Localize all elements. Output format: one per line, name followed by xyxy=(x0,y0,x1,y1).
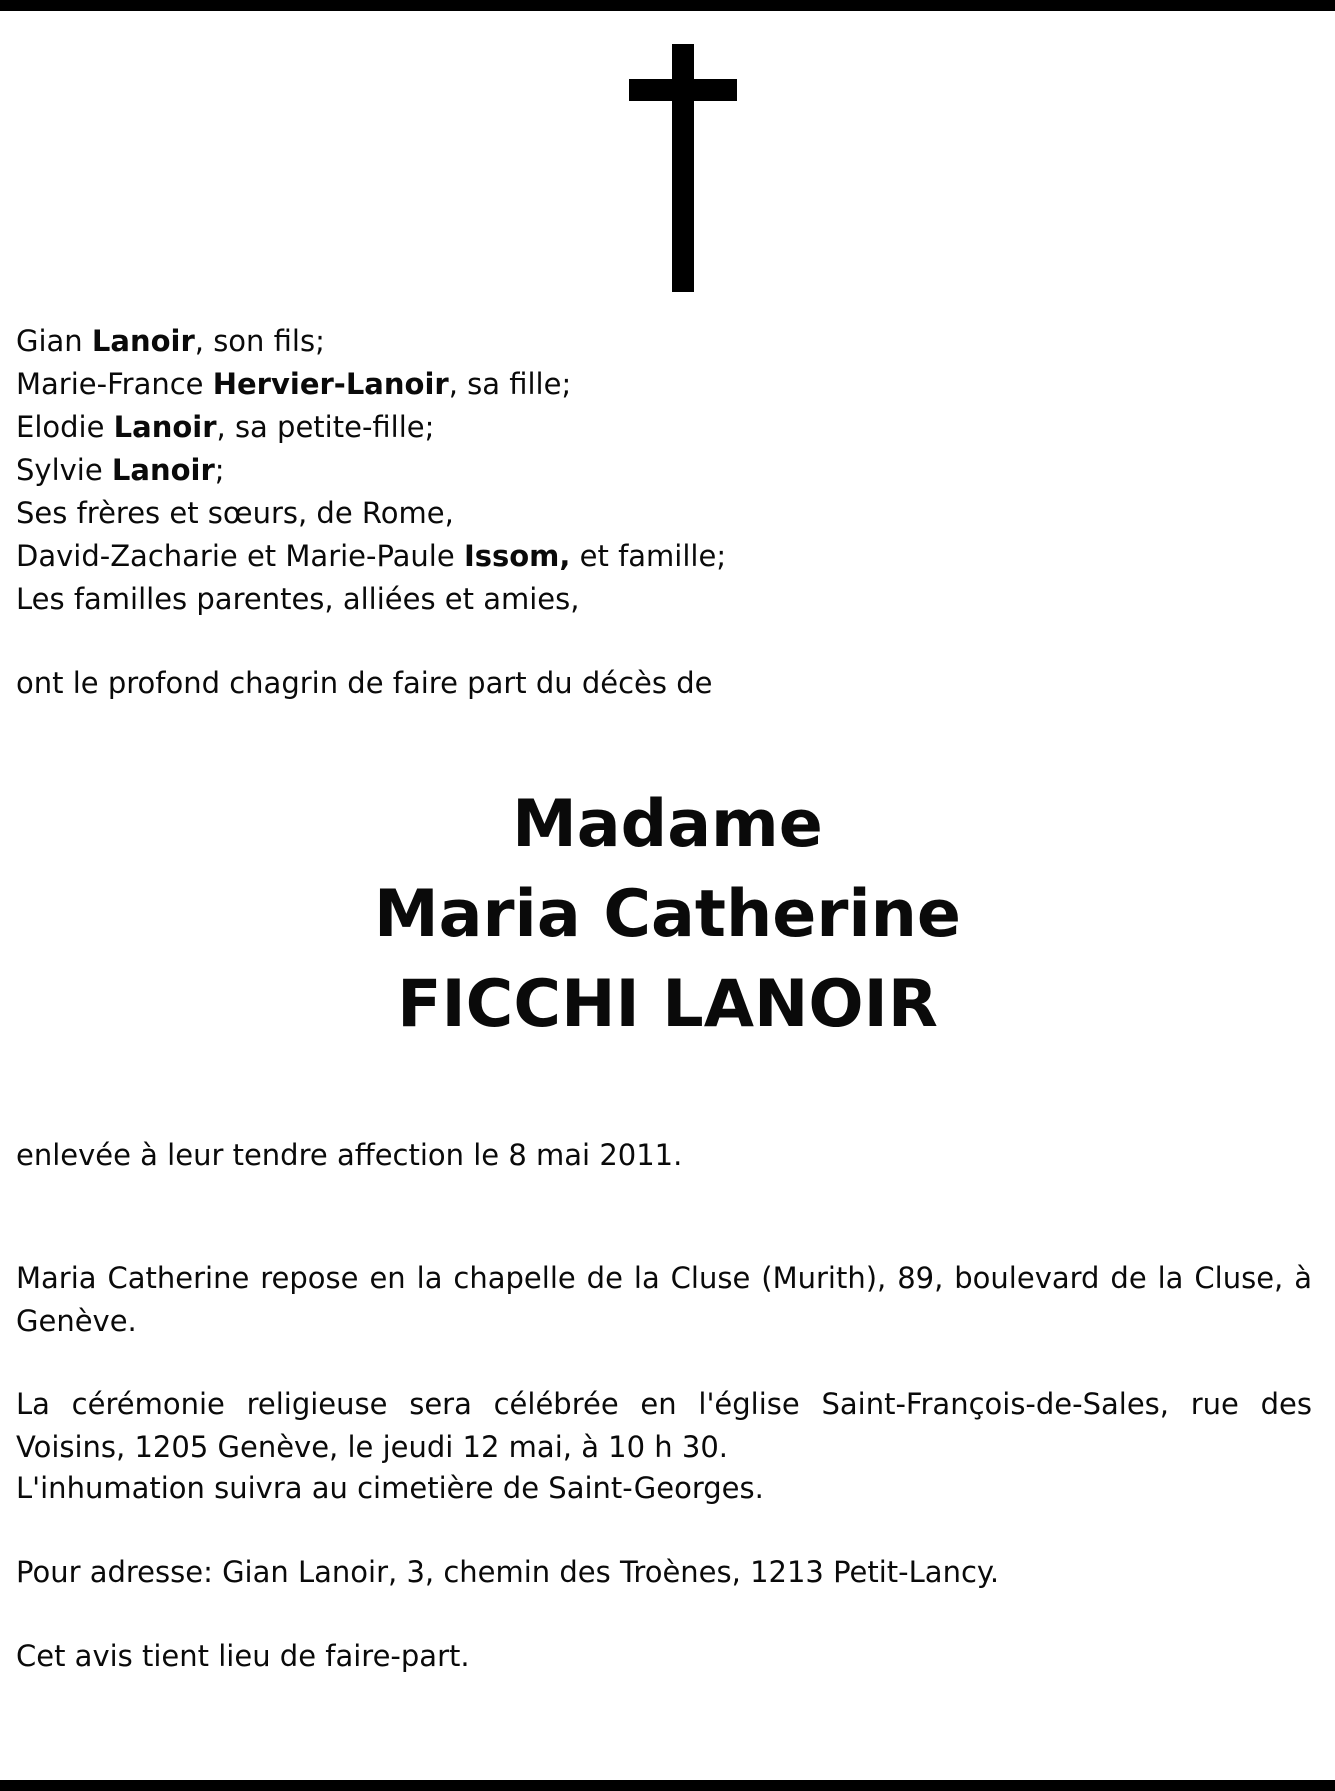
repose-paragraph: Maria Catherine repose en la chapelle de la Cluse (Murith), 89, boulevard de la Cluse, à Genève. xyxy=(16,1261,1312,1338)
family-line-surname: Lanoir xyxy=(111,453,215,487)
family-line xyxy=(16,492,726,535)
family-line-relation: , sa fille; xyxy=(448,367,572,401)
deceased-name-block xyxy=(0,780,1335,1050)
family-line-relation: , son fils; xyxy=(194,324,325,358)
family-line xyxy=(16,363,726,406)
family-line-text: Sylvie xyxy=(16,453,112,487)
address-paragraph: Pour adresse: Gian Lanoir, 3, chemin des Troènes, 1213 Petit-Lancy. xyxy=(16,1555,1000,1589)
family-line-relation: ; xyxy=(214,453,225,487)
family-line-surname: Hervier-Lanoir xyxy=(212,367,449,401)
family-line-text: David-Zacharie et Marie-Paule xyxy=(16,539,464,573)
top-border xyxy=(0,0,1335,11)
family-line xyxy=(16,449,726,492)
bottom-border xyxy=(0,1780,1335,1791)
family-line-text: Ses frères et sœurs, de Rome, xyxy=(16,496,454,530)
family-line-text: Gian xyxy=(16,324,92,358)
family-line-surname: Issom, xyxy=(463,539,571,573)
family-line-relation: et famille; xyxy=(570,539,727,573)
family-line-surname: Lanoir xyxy=(113,410,217,444)
family-line xyxy=(16,578,726,621)
family-line xyxy=(16,535,726,578)
cross-icon xyxy=(629,44,737,294)
family-line xyxy=(16,320,726,363)
death-date-line: enlevée à leur tendre affection le 8 mai 2011. xyxy=(16,1138,683,1172)
notice-paragraph: Cet avis tient lieu de faire-part. xyxy=(16,1639,470,1673)
deceased-surname: FICCHI LANOIR xyxy=(397,967,938,1042)
family-line-text: Les familles parentes, alliées et amies, xyxy=(16,582,580,616)
burial-paragraph: L'inhumation suivra au cimetière de Saint-Georges. xyxy=(16,1471,764,1505)
announcement-intro: ont le profond chagrin de faire part du décès de xyxy=(16,666,713,700)
family-list xyxy=(16,320,726,621)
family-line-text: Marie-France xyxy=(16,367,213,401)
family-line-relation: , sa petite-fille; xyxy=(216,410,435,444)
cross-horizontal-bar xyxy=(629,79,737,101)
family-line xyxy=(16,406,726,449)
deceased-given-names: Maria Catherine xyxy=(373,877,962,952)
ceremony-paragraph: La cérémonie religieuse sera célébrée en l'église Saint-François-de-Sales, rue des Voisins, 1205 Genève, le jeudi 12 mai, à 10 h 30. xyxy=(16,1387,1312,1464)
family-line-text: Elodie xyxy=(16,410,114,444)
family-line-surname: Lanoir xyxy=(91,324,195,358)
deceased-title: Madame xyxy=(512,787,823,862)
